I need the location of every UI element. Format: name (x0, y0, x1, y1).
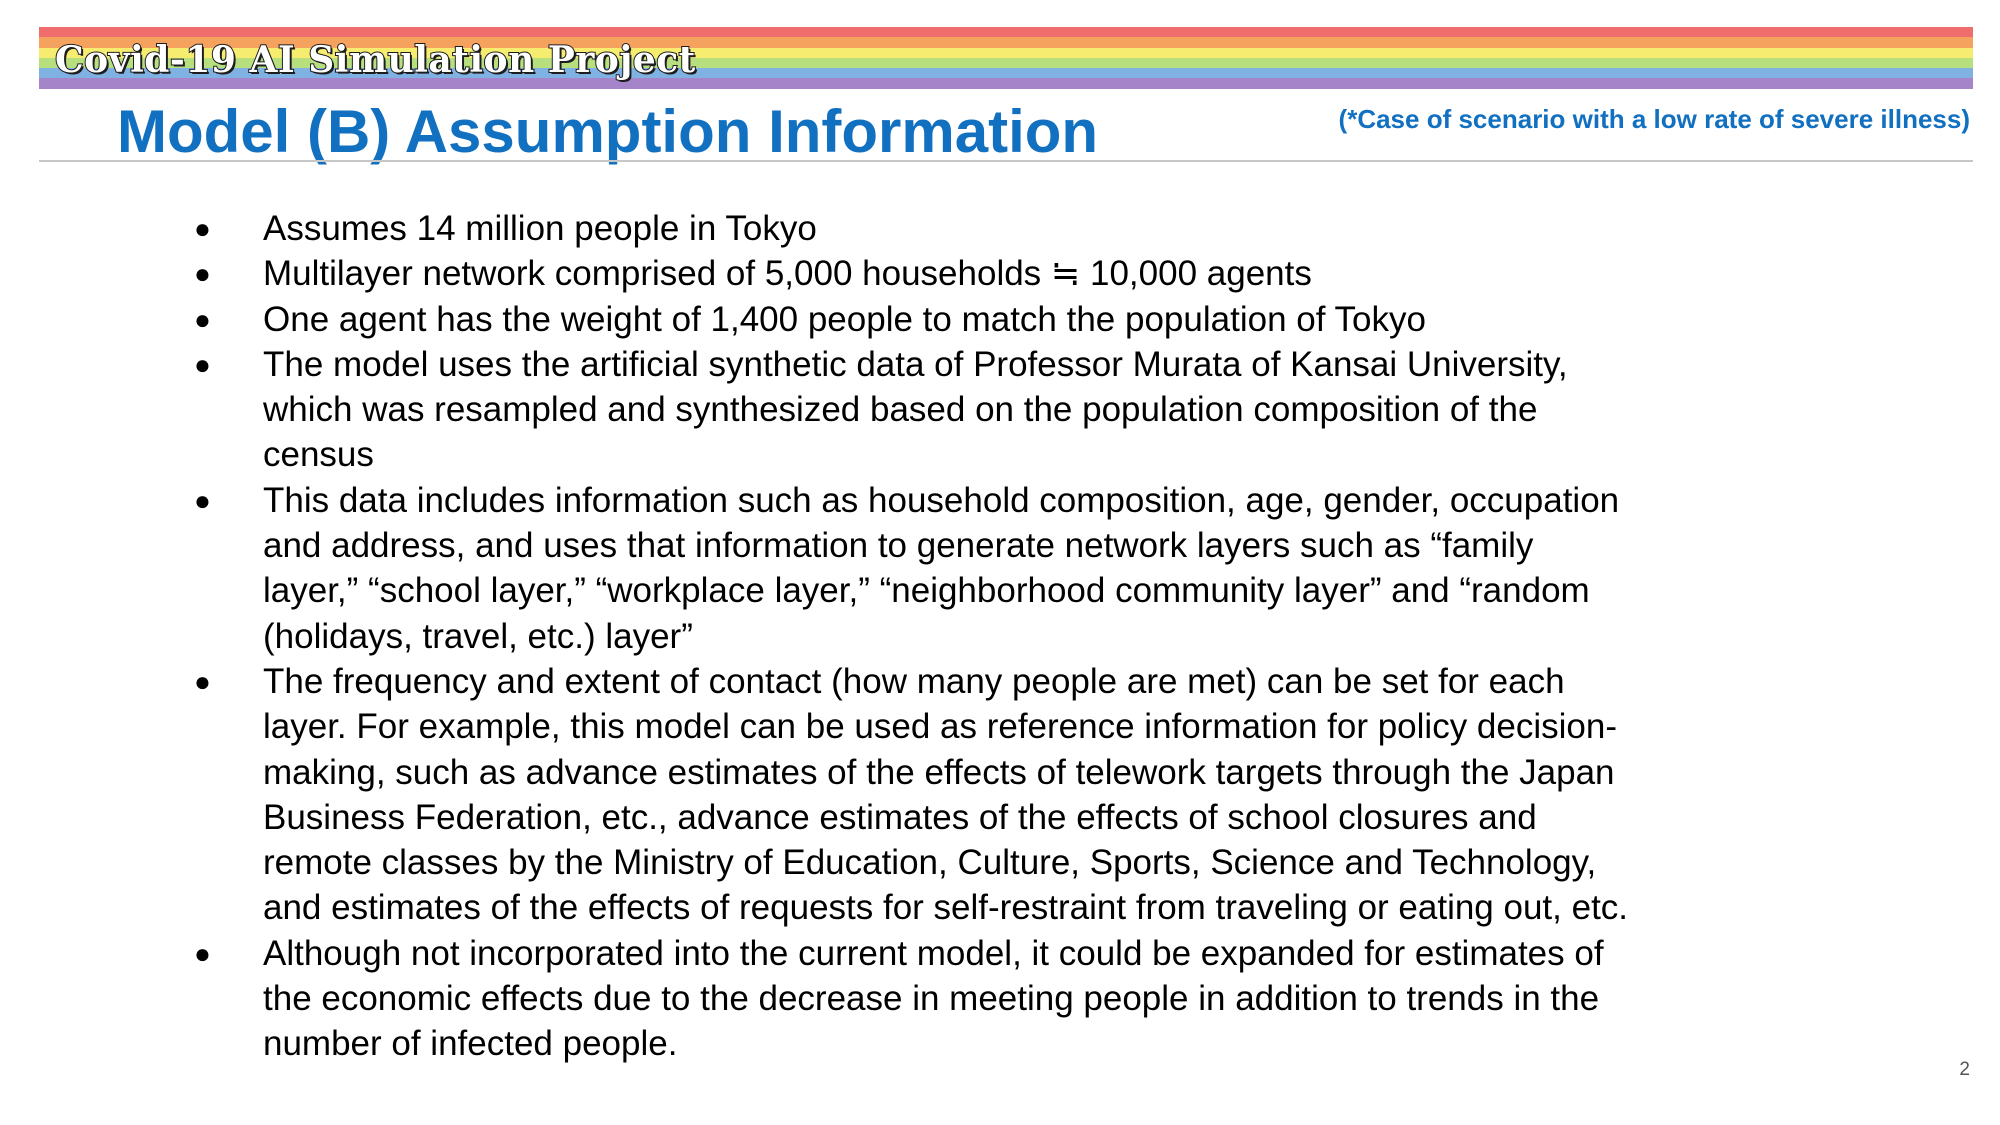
bullet-text-line: (holidays, travel, etc.) layer” (263, 616, 693, 656)
bullet-text-line: number of infected people. (263, 1024, 678, 1064)
list-item (190, 206, 1750, 251)
title-divider (39, 160, 1973, 162)
list-item (190, 659, 1750, 931)
bullet-text-line: Business Federation, etc., advance estimates of the effects of school closures and (263, 797, 1537, 837)
bullet-text-line: which was resampled and synthesized based on the population composition of the (263, 390, 1538, 430)
list-item (190, 478, 1750, 659)
bullet-text-line: The model uses the artificial synthetic data of Professor Murata of Kansai University, (263, 344, 1568, 384)
bullet-text-line: One agent has the weight of 1,400 people to match the population of Tokyo (263, 299, 1426, 339)
bullet-dot-icon: ● (194, 348, 211, 380)
list-item (190, 251, 1750, 296)
bullet-text-line: Although not incorporated into the current model, it could be expanded for estimates of (263, 933, 1604, 973)
bullet-dot-icon: ● (194, 937, 211, 969)
bullet-text-line: census (263, 435, 374, 475)
bullet-dot-icon: ● (194, 258, 211, 290)
bullet-text-line: and address, and uses that information to generate network layers such as “family (263, 526, 1534, 566)
bullet-dot-icon: ● (194, 665, 211, 697)
bullet-text-line: remote classes by the Ministry of Education, Culture, Sports, Science and Technology, (263, 843, 1597, 883)
bullet-text-line: layer. For example, this model can be used as reference information for policy decision- (263, 707, 1617, 747)
list-item (190, 342, 1750, 478)
bullet-text-line: layer,” “school layer,” “workplace layer,” “neighborhood community layer” and “random (263, 571, 1590, 611)
page-title: Model (B) Assumption Information (117, 98, 1099, 165)
project-title: Covid-19 AI Simulation Project (55, 39, 696, 81)
list-item (190, 297, 1750, 342)
bullet-dot-icon: ● (194, 303, 211, 335)
page-number: 2 (1959, 1059, 1970, 1080)
bullet-text-line: the economic effects due to the decrease in meeting people in addition to trends in the (263, 979, 1600, 1019)
bullet-text-line: The frequency and extent of contact (how many people are met) can be set for each (263, 661, 1565, 701)
bullet-text-line: Assumes 14 million people in Tokyo (263, 209, 817, 248)
list-item (190, 931, 1750, 1067)
bullet-text-line: and estimates of the effects of requests for self-restraint from traveling or eating out, etc. (263, 888, 1629, 928)
bullet-text-line: making, such as advance estimates of the effects of telework targets through the Japan (263, 752, 1615, 792)
bullet-dot-icon: ● (194, 484, 211, 516)
scenario-note: (*Case of scenario with a low rate of severe illness) (1338, 104, 1970, 134)
bullet-text-line: Multilayer network comprised of 5,000 households ≒ 10,000 agents (263, 254, 1312, 294)
bullet-dot-icon: ● (194, 213, 211, 244)
bullet-list (190, 206, 1750, 1067)
bullet-text-line: This data includes information such as household composition, age, gender, occupation (263, 480, 1620, 520)
